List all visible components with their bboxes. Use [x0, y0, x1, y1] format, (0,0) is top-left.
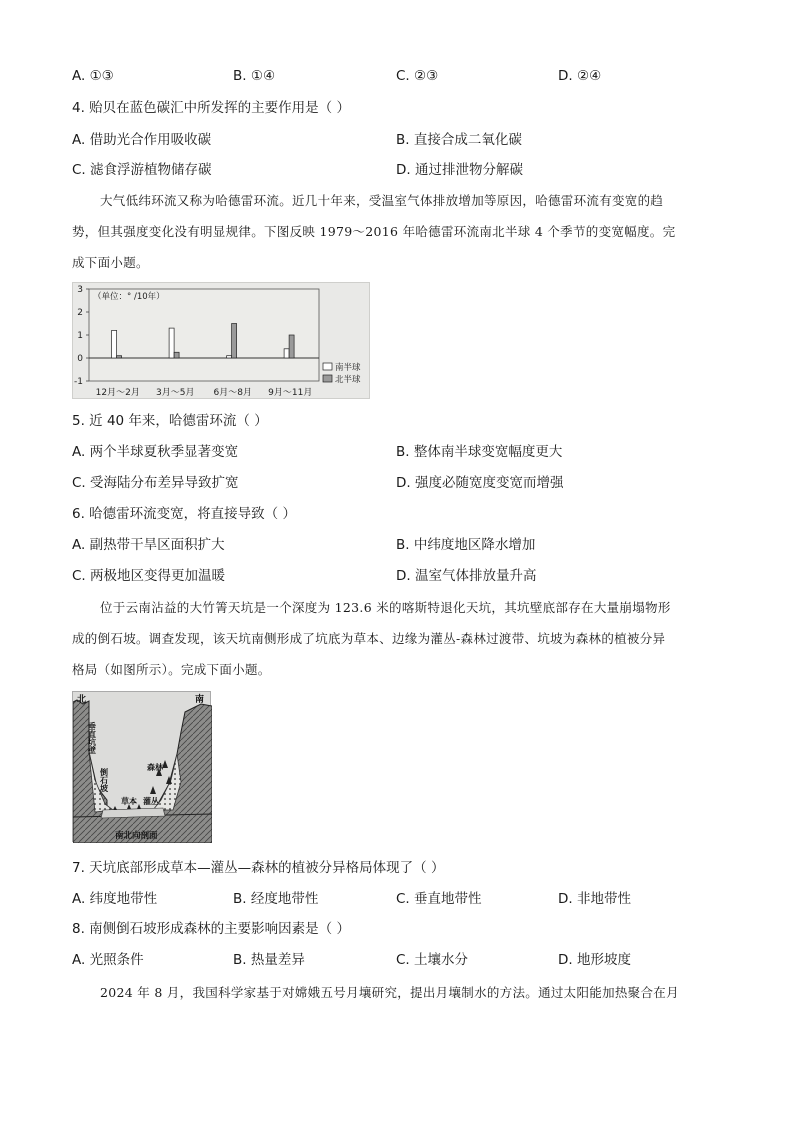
passage3-line-1: 2024 年 8 月，我国科学家基于对嫦娥五号月壤研究，提出月壤制水的方法。通过太阳能加热聚合在月 [100, 985, 679, 1000]
shrub-label: 灌丛 [143, 797, 159, 806]
legend-swatch-south [323, 363, 332, 370]
q5-stem: 5. 近 40 年来，哈德雷环流（ ） [72, 413, 268, 429]
passage1-line-1: 大气低纬环流又称为哈德雷环流。近几十年来，受温室气体排放增加等原因，哈德雷环流有变宽的趋 [100, 193, 664, 208]
figure-caption: 南北向剖面 [115, 831, 158, 841]
q4-option-a: A. 借助光合作用吸收碳 [72, 132, 212, 148]
legend-swatch-north [323, 375, 332, 382]
x-category-label: 6月～8月 [213, 388, 252, 398]
chart-svg [73, 283, 371, 400]
q6-option-a: A. 副热带干旱区面积扩大 [72, 537, 225, 553]
q3-option-d: D. ②④ [558, 68, 602, 84]
q7-option-d: D. 非地带性 [558, 891, 631, 907]
bar-north-1 [117, 356, 122, 358]
passage2-line-2: 成的倒石坡。调查发现，该天坑南侧形成了坑底为草本、边缘为灌丛-森林过渡带、坑坡为森林的植被分异 [72, 631, 666, 646]
q4-option-b: B. 直接合成二氧化碳 [396, 132, 522, 148]
q6-option-d: D. 温室气体排放量升高 [396, 568, 537, 584]
bar-south-1 [112, 330, 117, 358]
q4-stem: 4. 贻贝在蓝色碳汇中所发挥的主要作用是（ ） [72, 100, 350, 116]
q5-option-c: C. 受海陆分布差异导致扩宽 [72, 475, 239, 491]
slope-label: 倒石坡 [99, 768, 109, 792]
y-tick-label: 2 [77, 308, 83, 318]
q8-option-a: A. 光照条件 [72, 952, 144, 968]
chart-plot-area [89, 289, 319, 381]
q6-stem: 6. 哈德雷环流变宽，将直接导致（ ） [72, 506, 296, 522]
q8-stem: 8. 南侧倒石坡形成森林的主要影响因素是（ ） [72, 921, 350, 937]
sinkhole-profile-drawing [73, 692, 212, 843]
south-label: 南 [195, 695, 205, 705]
bar-north-4 [289, 335, 294, 358]
grass-label: 草本 [121, 797, 137, 806]
legend-label-south: 南半球 [335, 363, 361, 373]
q5-option-b: B. 整体南半球变宽幅度更大 [396, 444, 563, 460]
q7-option-c: C. 垂直地带性 [396, 891, 482, 907]
bar-south-2 [169, 328, 174, 358]
q8-option-b: B. 热量差异 [233, 952, 305, 968]
bar-south-3 [227, 356, 232, 358]
hadley-width-chart [72, 282, 370, 399]
passage1-line-3: 成下面小题。 [72, 255, 149, 270]
sinkhole-profile-figure [72, 691, 211, 842]
north-label: 北 [77, 695, 87, 705]
q7-option-a: A. 纬度地带性 [72, 891, 158, 907]
q8-option-c: C. 土壤水分 [396, 952, 469, 968]
bar-north-2 [174, 352, 179, 358]
q4-option-d: D. 通过排泄物分解碳 [396, 162, 523, 178]
q6-option-b: B. 中纬度地区降水增加 [396, 537, 536, 553]
chart-unit-label: （单位：° /10年） [93, 292, 165, 302]
x-category-label: 9月～11月 [268, 388, 313, 398]
wall-label: 垂直坑壁 [87, 722, 97, 754]
q8-option-d: D. 地形坡度 [558, 952, 631, 968]
x-category-label: 12月～2月 [95, 388, 140, 398]
passage1-line-2: 势，但其强度变化没有明显规律。下图反映 1979～2016 年哈德雷环流南北半球 4 个季节的变宽幅度。完 [72, 224, 676, 239]
sinkhole-floor [101, 808, 165, 818]
q5-option-d: D. 强度必随宽度变宽而增强 [396, 475, 564, 491]
legend-label-north: 北半球 [335, 375, 361, 385]
bar-north-3 [232, 324, 237, 359]
q6-option-c: C. 两极地区变得更加温暖 [72, 568, 226, 584]
q7-option-b: B. 经度地带性 [233, 891, 319, 907]
x-category-label: 3月～5月 [156, 388, 195, 398]
passage2-line-3: 格局（如图所示）。完成下面小题。 [72, 662, 271, 677]
y-tick-label: 1 [77, 331, 83, 341]
y-tick-label: -1 [74, 377, 83, 387]
y-tick-label: 3 [77, 285, 83, 295]
forest-label: 森林 [147, 763, 163, 772]
q3-option-c: C. ②③ [396, 68, 439, 84]
q3-option-b: B. ①④ [233, 68, 276, 84]
q7-stem: 7. 天坑底部形成草本—灌丛—森林的植被分异格局体现了（ ） [72, 860, 445, 876]
q5-option-a: A. 两个半球夏秋季显著变宽 [72, 444, 239, 460]
q4-option-c: C. 滤食浮游植物储存碳 [72, 162, 212, 178]
bar-south-4 [284, 349, 289, 358]
q3-option-a: A. ①③ [72, 68, 114, 84]
passage2-line-1: 位于云南沾益的大竹箐天坑是一个深度为 123.6 米的喀斯特退化天坑，其坑壁底部存在大量崩塌物形 [100, 600, 671, 615]
y-tick-label: 0 [77, 354, 83, 364]
